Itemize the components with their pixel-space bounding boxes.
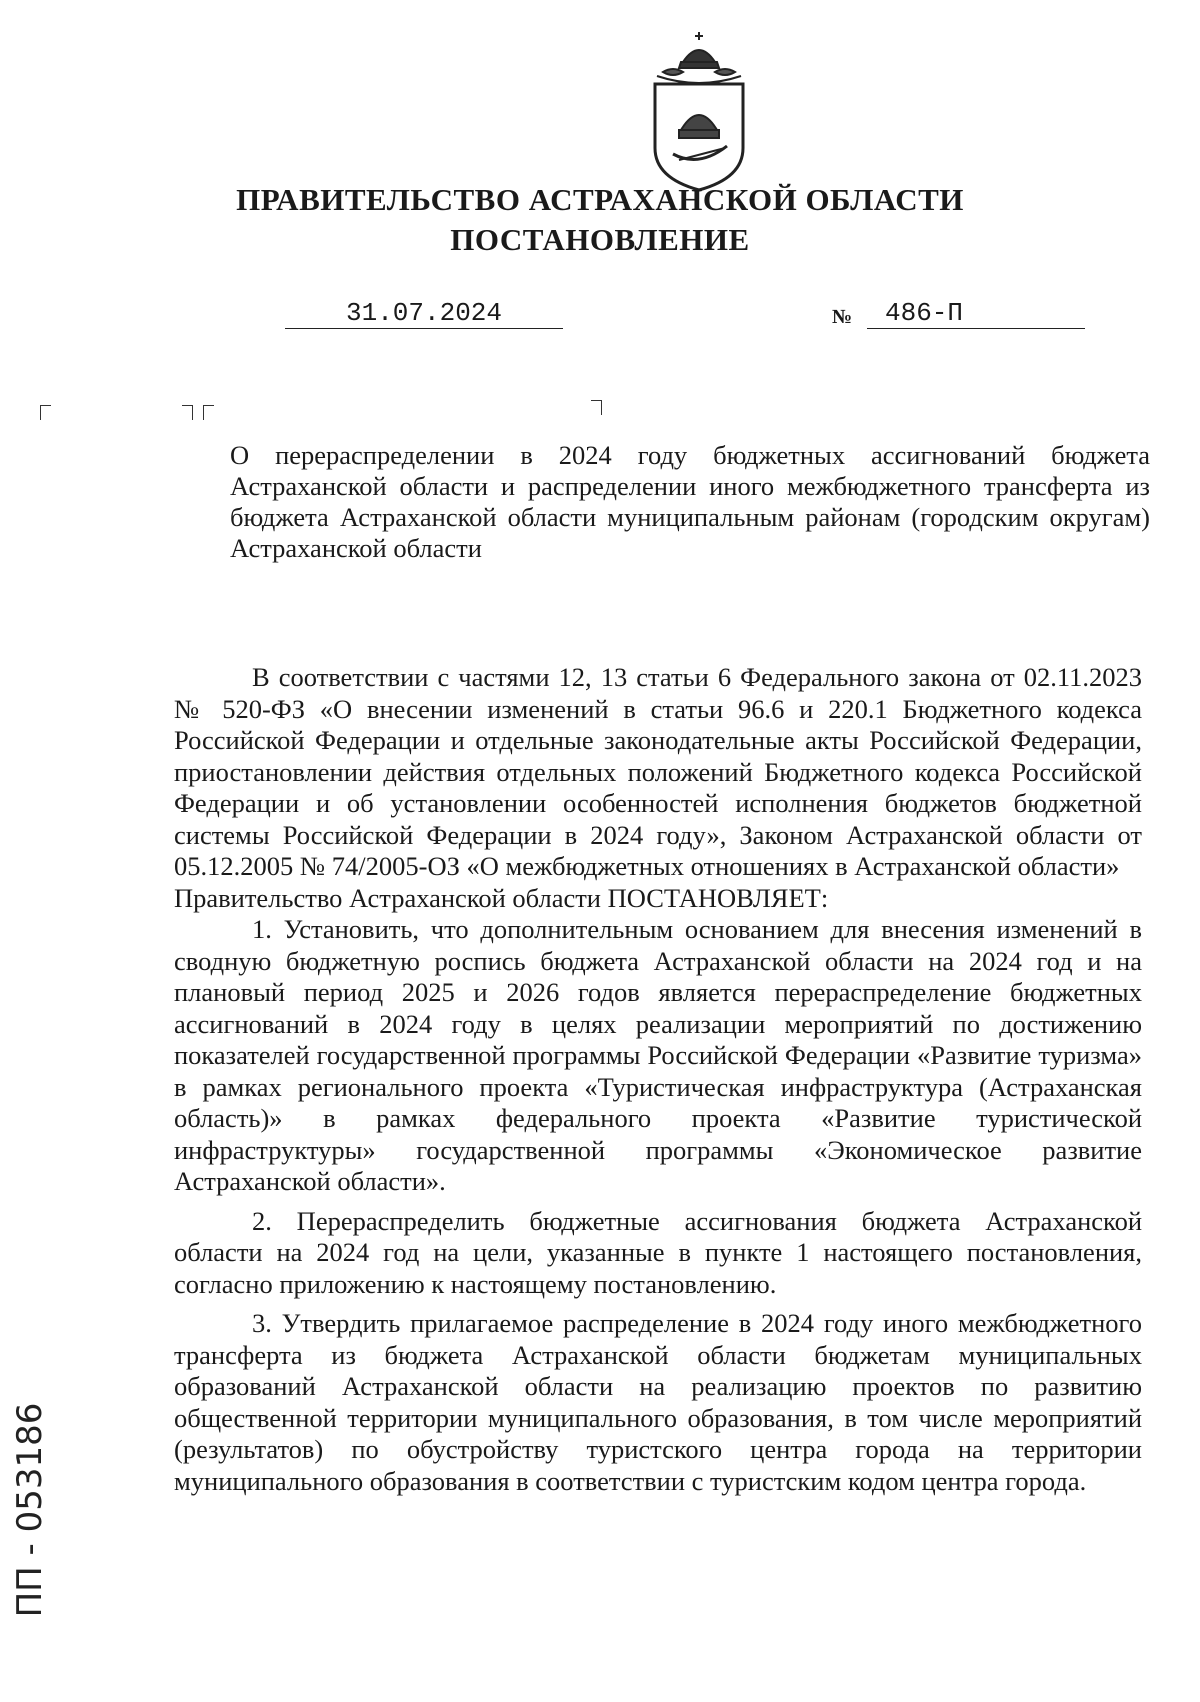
corner-mark-subject-3: [591, 400, 602, 415]
corner-mark-subject-2: [203, 405, 214, 420]
resolves-paragraph: Правительство Астраханской области ПОСТАНОВЛЯЕТ:: [174, 882, 829, 913]
document-type-title: ПОСТАНОВЛЕНИЕ: [450, 222, 750, 257]
corner-mark-subject-1: [182, 405, 193, 420]
item-3-paragraph: 3. Утвердить прилагаемое распределение в 2024 году иного межбюджетного трансферта из бюджета Астраханской области бюджетам муниципальных образований Астраханской области на реализацию проектов по развитию общественной территории муниципального образования, в том числе мероприятий (результатов) по обустройству туристского центра города на территории муниципального образования в соответствии с туристским кодом центра города.: [174, 1308, 1142, 1496]
organization-title: ПРАВИТЕЛЬСТВО АСТРАХАНСКОЙ ОБЛАСТИ: [236, 182, 964, 217]
document-number: 486-П: [867, 298, 1085, 329]
coat-of-arms-icon: [643, 28, 755, 196]
subject-text: О перераспределении в 2024 году бюджетных ассигнований бюджета Астраханской области и распределении иного межбюджетного трансферта из бюджета Астраханской области муниципальным районам (городским округам) Астраханской области: [230, 440, 1150, 563]
document-subject: [230, 440, 1150, 564]
form-number-text: ПП - 053186: [10, 1402, 50, 1618]
number-label: №: [832, 306, 853, 328]
corner-mark-left: [40, 405, 51, 420]
document-date: 31.07.2024: [285, 298, 563, 329]
item-1-paragraph: 1. Установить, что дополнительным основанием для внесения изменений в сводную бюджетную роспись бюджета Астраханской области на 2024 год и на плановый период 2025 и 2026 годов является перераспределение бюджетных ассигнований в 2024 году в целях реализации мероприятий по достижению показателей государственной программы Российской Федерации «Развитие туризма» в рамках регионального проекта «Туристическая инфраструктура (Астраханская область)» в рамках федерального проекта «Развитие туристической инфраструктуры» государственной программы «Экономическое развитие Астраханской области».: [174, 914, 1142, 1196]
document-body: [174, 662, 1142, 1497]
item-2-paragraph: 2. Перераспределить бюджетные ассигнования бюджета Астраханской области на 2024 год на цели, указанные в пункте 1 настоящего постановления, согласно приложению к настоящему постановлению.: [174, 1205, 1142, 1299]
preamble-paragraph: В соответствии с частями 12, 13 статьи 6 Федерального закона от 02.11.2023 № 520-ФЗ «О внесении изменений в статьи 96.6 и 220.1 Бюджетного кодекса Российской Федерации и отдельные законодательные акты Российской Федерации, приостановлении действия отдельных положений Бюджетного кодекса Российской Федерации и об установлении особенностей исполнения бюджетов бюджетной системы Российской Федерации в 2024 году», Законом Астраханской области от 05.12.2005 № 74/2005-ОЗ «О межбюджетных отношениях в Астраханской области»: [174, 662, 1142, 881]
form-number-stamp: [0, 1400, 60, 1620]
